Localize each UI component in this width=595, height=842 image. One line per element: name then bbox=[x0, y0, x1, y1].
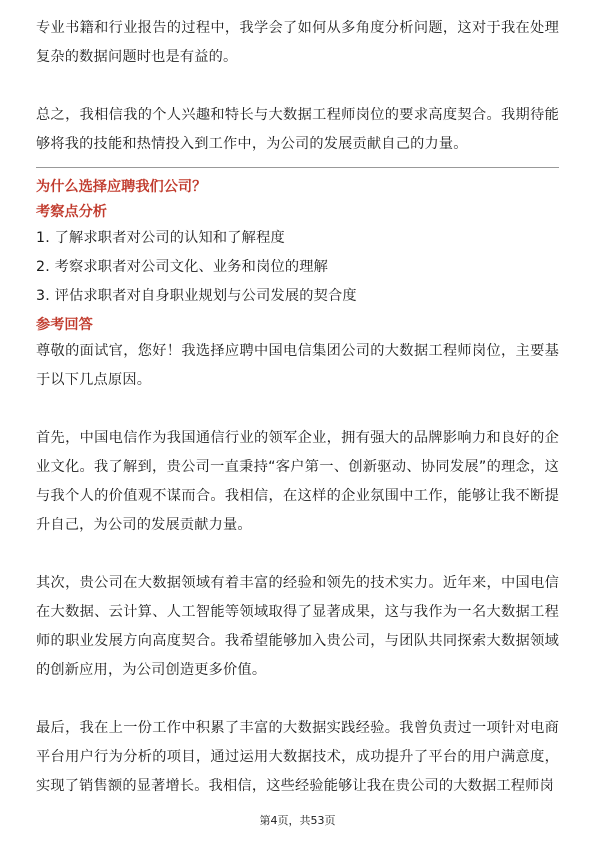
answer-paragraph-4: 最后，我在上一份工作中积累了丰富的大数据实践经验。我曾负责过一项针对电商平台用户行为分析的项目，通过运用大数据技术，成功提升了平台的用户满意度，实现了销售额的显著增长。我相信，这些经验能够让我在贵公司的大数据工程师岗 bbox=[36, 720, 559, 794]
section-divider bbox=[36, 167, 559, 168]
answer-paragraph-2: 首先，中国电信作为我国通信行业的领军企业，拥有强大的品牌影响力和良好的企业文化。我了解到，贵公司一直秉持“客户第一、创新驱动、协同发展”的理念，这与我个人的价值观不谋而合。我相信，在这样的企业氛围中工作，能够让我不断提升自己，为公司的发展贡献力量。 bbox=[36, 430, 559, 533]
answer-paragraph-3: 其次，贵公司在大数据领域有着丰富的经验和领先的技术实力。近年来，中国电信在大数据、云计算、人工智能等领域取得了显著成果，这与我作为一名大数据工程师的职业发展方向高度契合。我希望能够加入贵公司，与团队共同探索大数据领域的创新应用，为公司创造更多价值。 bbox=[36, 575, 559, 678]
paragraph-gap bbox=[36, 395, 559, 424]
page-number-footer: 第4页，共53页 bbox=[259, 814, 336, 827]
intro-paragraph-2: 总之，我相信我的个人兴趣和特长与大数据工程师岗位的要求高度契合。我期待能够将我的技能和热情投入到工作中，为公司的发展贡献自己的力量。 bbox=[36, 107, 559, 152]
analysis-item-2: 2. 考察求职者对公司文化、业务和岗位的理解 bbox=[36, 259, 329, 275]
analysis-label: 考察点分析 bbox=[36, 204, 107, 220]
paragraph-gap bbox=[36, 685, 559, 714]
analysis-item-1: 1. 了解求职者对公司的认知和了解程度 bbox=[36, 230, 285, 246]
paragraph-gap bbox=[36, 540, 559, 569]
paragraph-gap bbox=[36, 72, 559, 101]
document-page bbox=[36, 14, 559, 801]
analysis-item-3: 3. 评估求职者对自身职业规划与公司发展的契合度 bbox=[36, 288, 357, 304]
question-title: 为什么选择应聘我们公司？ bbox=[36, 179, 207, 195]
answer-paragraph-1: 尊敬的面试官，您好！我选择应聘中国电信集团公司的大数据工程师岗位，主要基于以下几点原因。 bbox=[36, 343, 559, 388]
answer-label: 参考回答 bbox=[36, 317, 93, 333]
intro-paragraph-1: 专业书籍和行业报告的过程中，我学会了如何从多角度分析问题，这对于我在处理复杂的数据问题时也是有益的。 bbox=[36, 20, 559, 65]
